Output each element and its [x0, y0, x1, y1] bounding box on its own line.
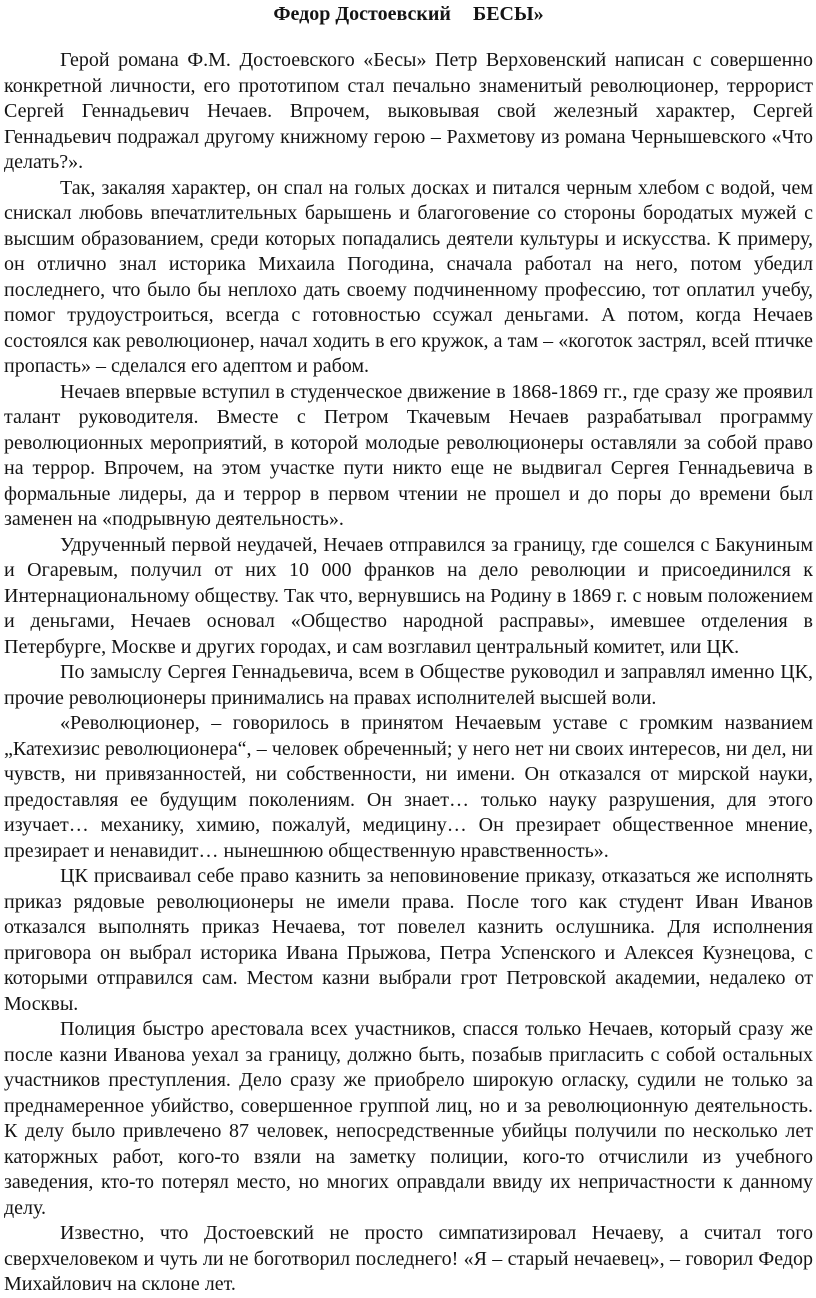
paragraph-9: Известно, что Достоевский не просто симпатизировал Нечаеву, а считал того сверхчеловеком и чуть ли не боготворил последнего! «Я – старый нечаевец», – говорил Федор Михайлович на склоне лет. — [4, 1222, 813, 1295]
paragraph-7: ЦК присваивал себе право казнить за неповиновение приказу, отказаться же исполнять приказ рядовые революционеры не имели права. После того как студент Иван Иванов отказался выполнять приказ Нечаева, тот повелел казнить ослушника. Для исполнения приговора он выбрал историка Ивана Прыжова, Петра Успенского и Алексея Кузнецова, с которыми отправился сам. Местом казни выбрали грот Петровской академии, недалеко от Москвы. — [4, 865, 813, 1015]
title-author: Федор Достоевский — [273, 3, 451, 25]
paragraph-6: «Революционер, – говорилось в принятом Нечаевым уставе с громким названием „Катехизис революционера“, – человек обреченный; у него нет ни своих интересов, ни дел, ни чувств, ни привязанностей, ни собственности, ни имени. Он отказался от мирской науки, предоставляя ее будущим поколениям. Он знает… только науку разрушения, для этого изучает… механику, химию, пожалуй, медицину… Он презирает общественное мнение, презирает и ненавидит… нынешнюю общественную нравственность». — [4, 712, 813, 862]
document-title — [4, 0, 813, 48]
paragraph-3: Нечаев впервые вступил в студенческое движение в 1868-1869 гг., где сразу же проявил талант руководителя. Вместе с Петром Ткачевым Нечаев разрабатывал программу революционных мероприятий, в которой молодые революционеры оставляли за собой право на террор. Впрочем, на этом участке пути никто еще не выдвигал Сергея Геннадьевича в формальные лидеры, да и террор в первом чтении не прошел и до поры до времени был заменен на «подрывную деятельность». — [4, 380, 813, 530]
paragraph-1: Герой романа Ф.М. Достоевского «Бесы» Петр Верховенский написан с совершенно конкретной личности, его прототипом стал печально знаменитый революционер, террорист Сергей Геннадьевич Нечаев. Впрочем, выковывая свой железный характер, Сергей Геннадьевич подражал другому книжному герою – Рахметову из романа Чернышевского «Что делать?». — [4, 49, 813, 173]
paragraph-5: По замыслу Сергея Геннадьевича, всем в Обществе руководил и заправлял именно ЦК, прочие революционеры принимались на правах исполнителей высшей воли. — [4, 661, 813, 709]
paragraph-4: Удрученный первой неудачей, Нечаев отправился за границу, где сошелся с Бакуниным и Огаревым, получил от них 10 000 франков на дело революции и присоединился к Интернациональному обществу. Так что, вернувшись на Родину в 1869 г. с новым положением и деньгами, Нечаев основал «Общество народной расправы», имевшее отделения в Петербурге, Москве и других городах, и сам возглавил центральный комитет, или ЦК. — [4, 533, 813, 658]
title-work: БЕСЫ» — [472, 3, 544, 25]
paragraph-8: Полиция быстро арестовала всех участников, спасся только Нечаев, который сразу же после казни Иванова уехал за границу, должно быть, позабыв пригласить с собой остальных участников преступления. Дело сразу же приобрело широкую огласку, судили не только за преднамеренное убийство, совершенное группой лиц, но и за революционную деятельность. К делу было привлечено 87 человек, непосредственные убийцы получили по несколько лет каторжных работ, кого-то взяли на заметку полиции, кого-то отчислили из учебного заведения, кто-то потерял место, но многих оправдали ввиду их непричастности к данному делу. — [4, 1018, 813, 1219]
paragraph-2: Так, закаляя характер, он спал на голых досках и питался черным хлебом с водой, чем снискал любовь впечатлительных барышень и благоговение со стороны бородатых мужей с высшим образованием, среди которых попадались деятели культуры и искусства. К примеру, он отлично знал историка Михаила Погодина, сначала работал на него, потом убедил последнего, что было бы неплохо дать своему подчиненному профессию, тот оплатил учебу, помог трудоустроиться, всегда с готовностью ссужал деньгами. А потом, когда Нечаев состоялся как революционер, начал ходить в его кружок, а там – «коготок застрял, всей птичке пропасть» – сделался его адептом и рабом. — [4, 176, 813, 377]
